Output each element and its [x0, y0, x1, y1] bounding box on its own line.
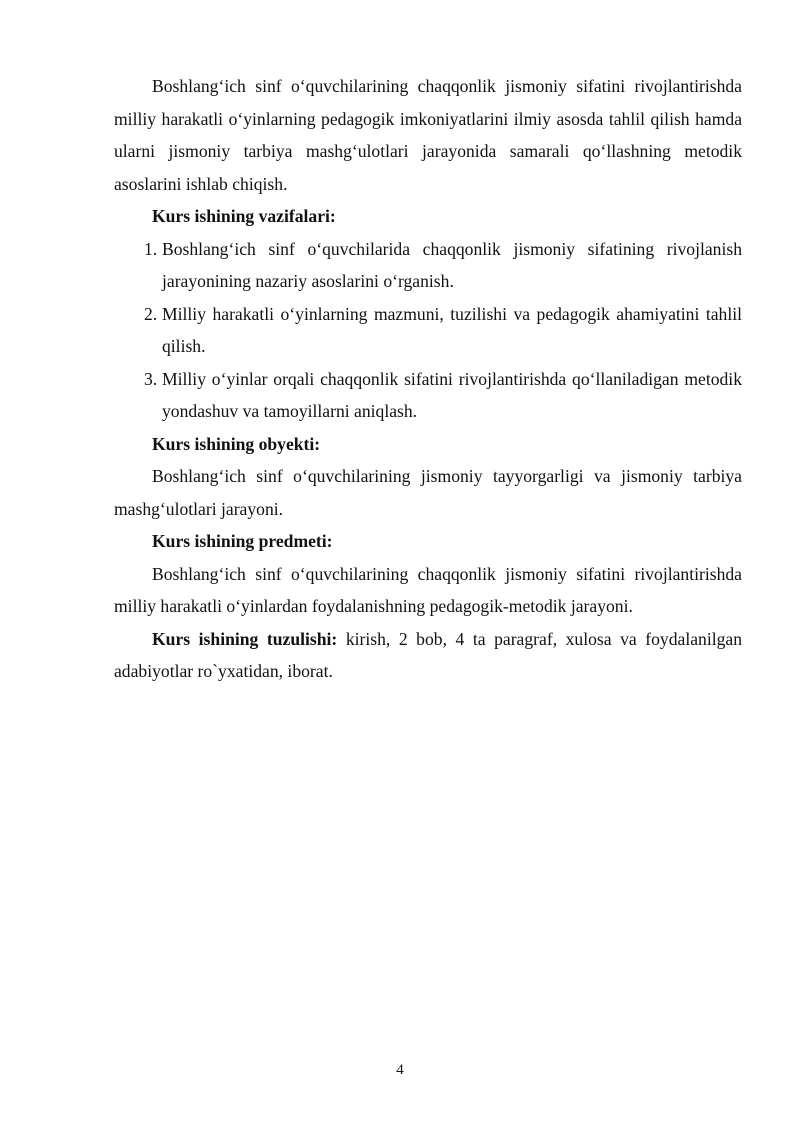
structure-text: kirish, 2 bob, 4 ta paragraf, xulosa va foydalanilgan adabiyotlar ro`yxatidan, iborat.	[114, 628, 742, 681]
object-heading: Kurs ishining obyekti:	[152, 433, 321, 454]
task-number: 1.	[144, 238, 158, 259]
page-number: 4	[396, 1062, 404, 1078]
task-item-1	[114, 233, 742, 298]
task-item-2	[114, 298, 742, 363]
tasks-heading: Kurs ishining vazifalari:	[152, 206, 336, 226]
task-text: Boshlang‘ich sinf o‘quvchilarida chaqqonlik jismoniy sifatining rivojlanish jarayonining nazariy asoslarini o‘rganish.	[162, 238, 742, 291]
subject-paragraph: Boshlang‘ich sinf o‘quvchilarining chaqqonlik jismoniy sifatini rivojlantirishda milliy harakatli o‘yinlardan foydalanishning pedagogik-metodik jarayoni.	[114, 563, 742, 616]
task-number: 3.	[144, 368, 158, 389]
document-page	[114, 70, 742, 688]
intro-paragraph: Boshlang‘ich sinf o‘quvchilarining chaqqonlik jismoniy sifatini rivojlantirishda milliy harakatli o‘yinlarning pedagogik imkoniyatlarini ilmiy asosda tahlil qilish hamda ularni jismoniy tarbiya mashg‘ulotlari jarayonida samarali qo‘llashning metodik asoslarini ishlab chiqish.	[114, 76, 742, 194]
object-paragraph: Boshlang‘ich sinf o‘quvchilarining jismoniy tayyorgarligi va jismoniy tarbiya mashg‘ulotlari jarayoni.	[114, 466, 742, 519]
structure-heading: Kurs ishining tuzulishi:	[152, 628, 338, 649]
task-text: Milliy o‘yinlar orqali chaqqonlik sifatini rivojlantirishda qo‘llaniladigan metodik yondashuv va tamoyillarni aniqlash.	[162, 368, 742, 421]
task-number: 2.	[144, 303, 158, 324]
tasks-list	[114, 233, 742, 428]
subject-heading: Kurs ishining predmeti:	[152, 531, 333, 551]
task-text: Milliy harakatli o‘yinlarning mazmuni, tuzilishi va pedagogik ahamiyatini tahlil qilish.	[162, 303, 742, 356]
structure-paragraph	[114, 623, 742, 688]
task-item-3	[114, 363, 742, 428]
